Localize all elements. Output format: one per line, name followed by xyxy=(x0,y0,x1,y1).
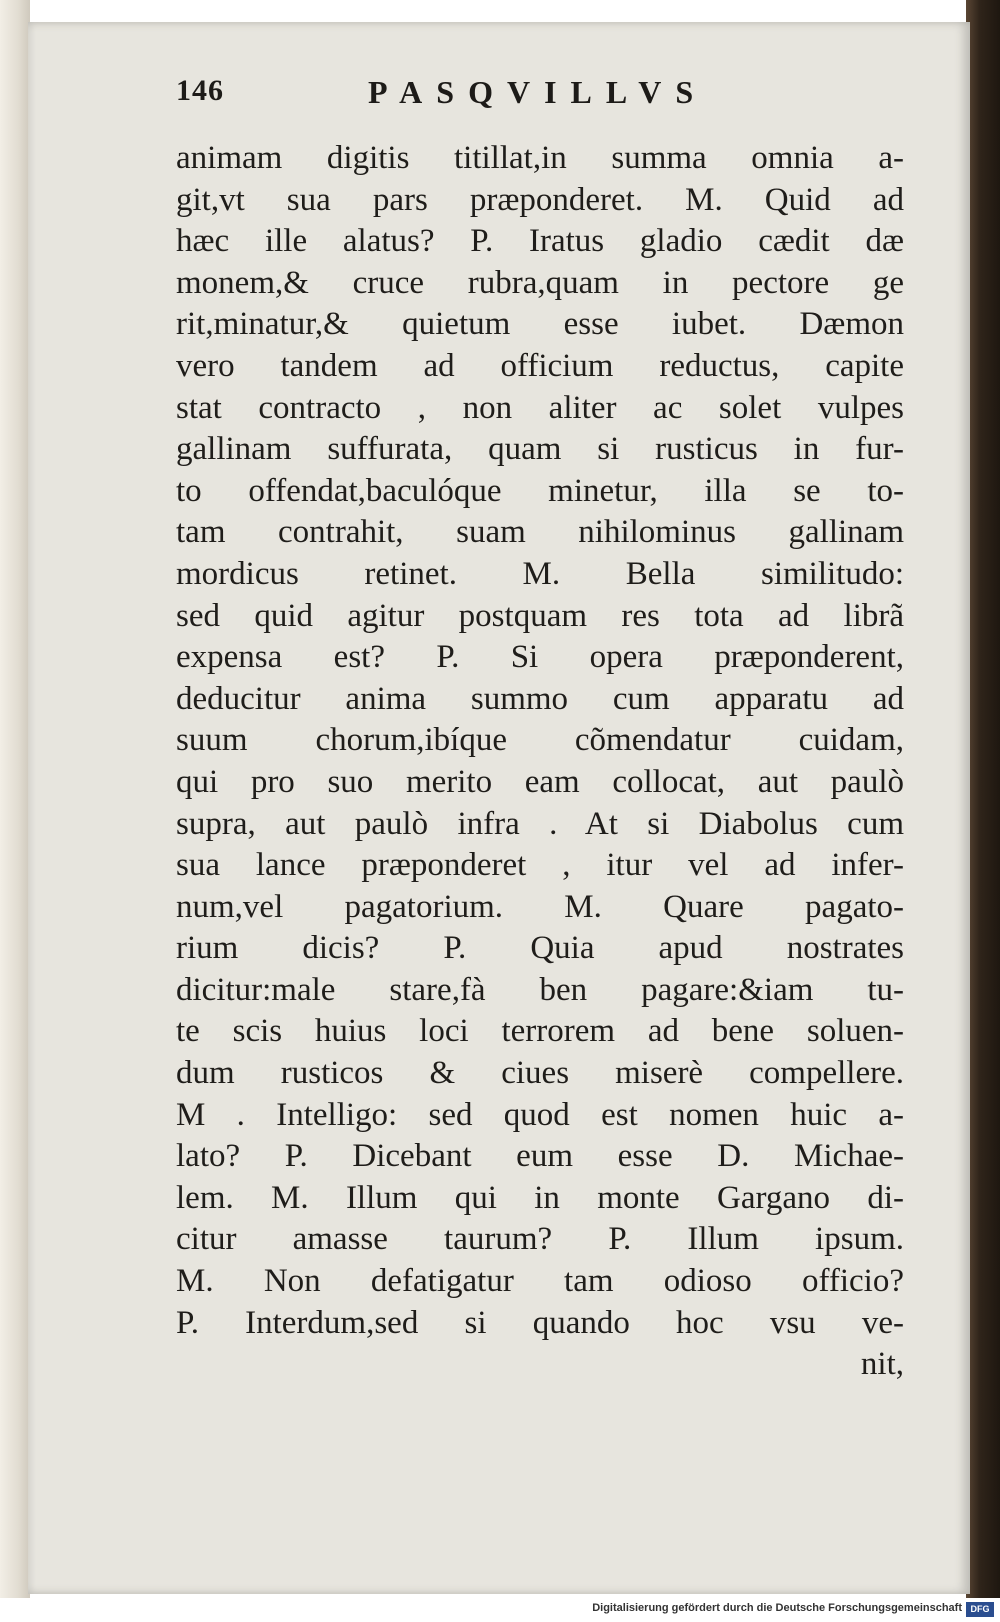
text-line: expensa est? P. Si opera præponderent, xyxy=(176,639,904,676)
text-line: lem. M. Illum qui in monte Gargano di- xyxy=(176,1179,904,1216)
text-line: supra, aut paulò infra . At si Diabolus cum xyxy=(176,805,904,842)
text-line: deducitur anima summo cum apparatu ad xyxy=(176,680,904,717)
text-line: animam digitis titillat,in summa omnia a- xyxy=(176,140,904,176)
text-line: sed quid agitur postquam res tota ad librã xyxy=(176,597,904,634)
text-line: dicitur:male stare,fà ben pagare:&iam tu- xyxy=(176,971,904,1008)
body-text xyxy=(176,138,904,1386)
text-line: citur amasse taurum? P. Illum ipsum. xyxy=(176,1221,904,1258)
text-line: mordicus retinet. M. Bella similitudo: xyxy=(176,555,904,592)
text-line: suum chorum,ibíque cõmendatur cuidam, xyxy=(176,722,904,759)
text-line: num,vel pagatorium. M. Quare pagato- xyxy=(176,888,904,925)
text-line: hæc ille alatus? P. Iratus gladio cædit dæ xyxy=(176,223,904,260)
text-line: te scis huius loci terrorem ad bene soluen- xyxy=(176,1013,904,1050)
text-line: dum rusticos & ciues miserè compellere. xyxy=(176,1055,904,1092)
text-line: to offendat,baculóque minetur, illa se to- xyxy=(176,472,904,509)
digitization-footer xyxy=(0,1598,1000,1622)
text-line: sua lance præponderet , itur vel ad infer- xyxy=(176,847,904,884)
running-head xyxy=(176,74,906,124)
text-line: git,vt sua pars præponderet. M. Quid ad xyxy=(176,181,904,218)
funding-credit: Digitalisierung gefördert durch die Deutsche Forschungsgemeinschaft xyxy=(592,1602,962,1614)
text-line: stat contracto , non aliter ac solet vulpes xyxy=(176,389,904,426)
text-line: qui pro suo merito eam collocat, aut paulò xyxy=(176,763,904,800)
dfg-logo-icon: DFG xyxy=(966,1602,994,1617)
text-line: monem,& cruce rubra,quam in pectore ge xyxy=(176,264,904,301)
book-binding-edge xyxy=(0,0,30,1598)
text-line: rium dicis? P. Quia apud nostrates xyxy=(176,930,904,967)
book-cover-edge xyxy=(966,0,1000,1598)
running-title: PASQVILLVS xyxy=(368,74,708,110)
text-line: M . Intelligo: sed quod est nomen huic a- xyxy=(176,1096,904,1133)
text-line: P. Interdum,sed si quando hoc vsu ve- xyxy=(176,1304,904,1341)
text-line: tam contrahit, suam nihilominus gallinam xyxy=(176,514,904,551)
text-line: lato? P. Dicebant eum esse D. Michae- xyxy=(176,1138,904,1175)
text-line: vero tandem ad officium reductus, capite xyxy=(176,347,904,384)
text-line: M. Non defatigatur tam odioso officio? xyxy=(176,1263,904,1300)
page-number: 146 xyxy=(176,74,224,107)
text-line: gallinam suffurata, quam si rusticus in fur- xyxy=(176,431,904,468)
catchword: nit, xyxy=(860,1346,904,1383)
text-line: rit,minatur,& quietum esse iubet. Dæmon xyxy=(176,306,904,343)
